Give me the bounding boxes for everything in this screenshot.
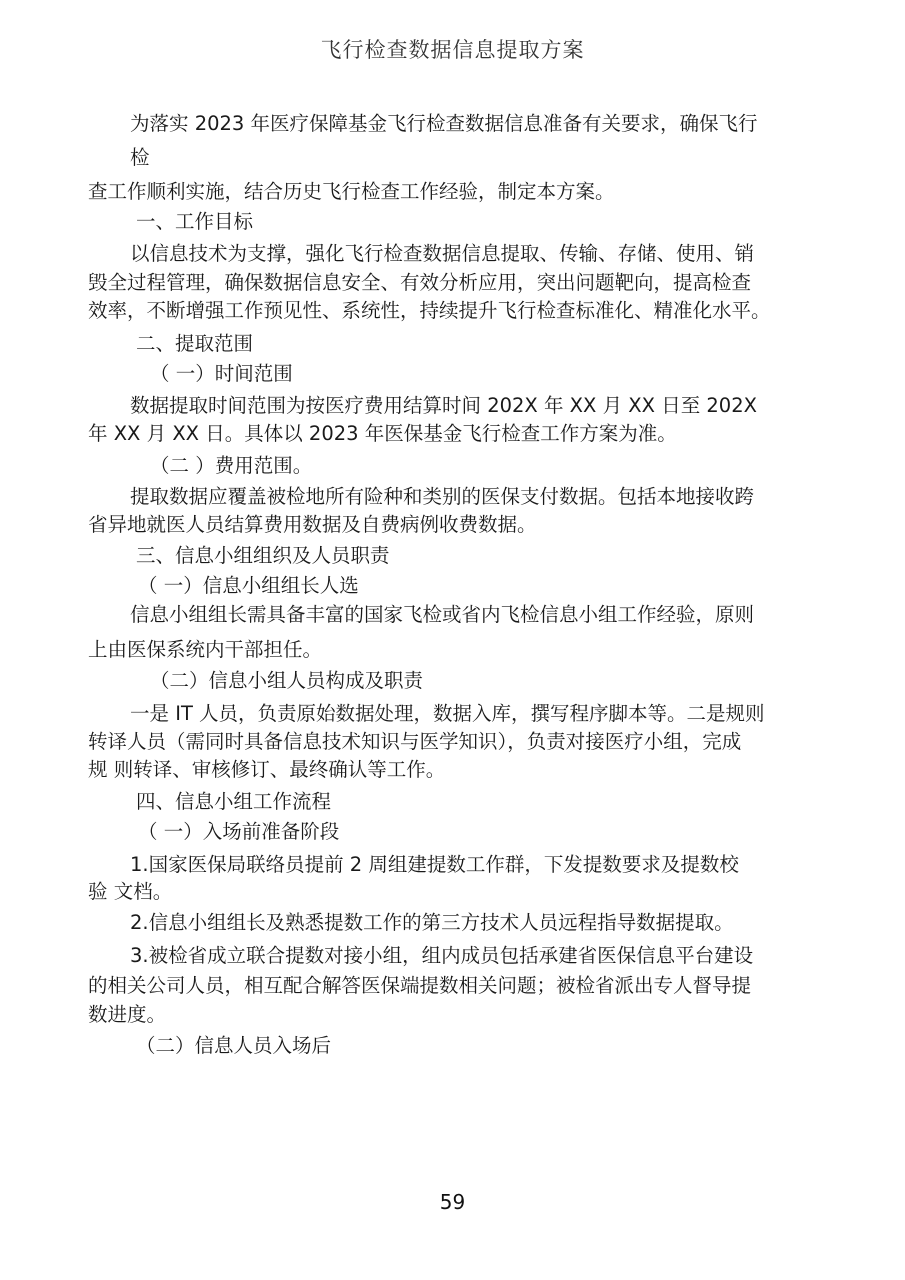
subsection-heading: （ 一）入场前准备阶段 — [138, 820, 340, 843]
section-heading: 二、提取范围 — [136, 332, 254, 355]
subsection-heading: （ 一）时间范围 — [150, 362, 293, 385]
subsection-heading: （二）信息小组人员构成及职责 — [150, 669, 424, 692]
paragraph-line: 信息小组组长需具备丰富的国家飞检或省内飞检信息小组工作经验，原则 — [130, 603, 755, 626]
paragraph-line: 数据提取时间范围为按医疗费用结算时间 202X 年 XX 月 XX 日至 202X — [130, 394, 757, 417]
paragraph-line: 为落实 2023 年医疗保障基金飞行检查数据信息准备有关要求，确保飞行 — [130, 112, 758, 135]
paragraph-line: 检 — [130, 146, 150, 169]
subsection-heading: （二 ）费用范围。 — [150, 454, 313, 477]
paragraph-line: 转译人员（需同时具备信息技术知识与医学知识），负责对接医疗小组，完成 — [88, 730, 742, 753]
paragraph-line: 以信息技术为支撑，强化飞行检查数据信息提取、传输、存储、使用、销 — [130, 242, 755, 265]
subsection-heading: （二）信息人员入场后 — [136, 1034, 332, 1057]
paragraph-line: 提取数据应覆盖被检地所有险种和类别的医保支付数据。包括本地接收跨 — [130, 485, 755, 508]
paragraph-line: 数进度。 — [88, 1003, 167, 1026]
paragraph-line: 的相关公司人员，相互配合解答医保端提数相关问题；被检省派出专人督导提 — [88, 974, 752, 997]
paragraph-line: 3.被检省成立联合提数对接小组，组内成员包括承建省医保信息平台建设 — [130, 944, 754, 967]
paragraph-line: 2.信息小组组长及熟悉提数工作的第三方技术人员远程指导数据提取。 — [130, 911, 734, 934]
paragraph-line: 年 XX 月 XX 日。具体以 2023 年医保基金飞行检查工作方案为准。 — [88, 422, 677, 445]
paragraph-line: 一是 IT 人员，负责原始数据处理，数据入库，撰写程序脚本等。二是规则 — [130, 702, 765, 725]
paragraph-line: 效率，不断增强工作预见性、系统性，持续提升飞行检查标准化、精准化水平。 — [88, 299, 771, 322]
section-heading: 一、工作目标 — [136, 210, 254, 233]
page-number: 59 — [439, 1190, 466, 1214]
paragraph-line: 上由医保系统内干部担任。 — [88, 638, 323, 661]
paragraph-line: 毁全过程管理，确保数据信息安全、有效分析应用，突出问题靶向，提高检查 — [88, 271, 752, 294]
document-title: 飞行检查数据信息提取方案 — [320, 38, 585, 62]
paragraph-line: 验 文档。 — [88, 880, 173, 903]
section-heading: 四、信息小组工作流程 — [136, 790, 332, 813]
section-heading: 三、信息小组组织及人员职责 — [136, 544, 390, 567]
paragraph-line: 查工作顺利实施，结合历史飞行检查工作经验，制定本方案。 — [88, 180, 615, 203]
paragraph-line: 省异地就医人员结算费用数据及自费病例收费数据。 — [88, 513, 537, 536]
paragraph-line: 规 则转译、审核修订、最终确认等工作。 — [88, 758, 446, 781]
paragraph-line: 1.国家医保局联络员提前 2 周组建提数工作群，下发提数要求及提数校 — [130, 853, 739, 876]
subsection-heading: （ 一）信息小组组长人选 — [138, 574, 359, 597]
